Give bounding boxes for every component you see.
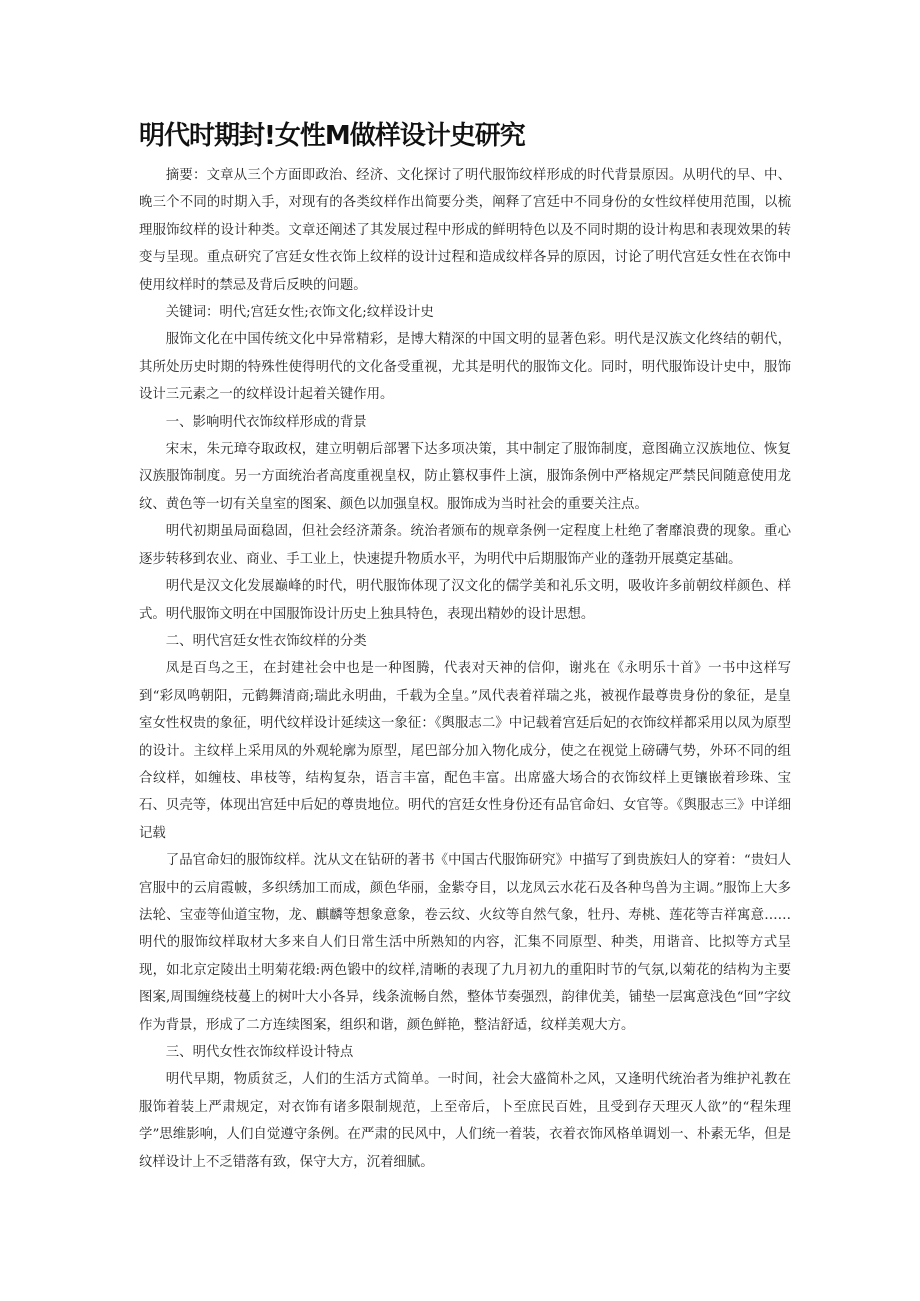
section-heading: 三、明代女性衣饰纹样设计特点 xyxy=(165,1045,354,1060)
abstract-paragraph: 摘要：文章从三个方面即政治、经济、文化探讨了明代服饰纹样形成的时代背景原因。从明代的早、中、晚三个不同的时期入手，对现有的各类纹样作出简要分类，阐释了宫廷中不同身份的女性纹样使用范围，以梳理服饰纹样的设计种类。文章还阐述了其发展过程中形成的鲜明特色以及不同时期的设计构思和表现效果的转变与呈现。重点研究了宫廷女性衣饰上纹样的设计过程和造成纹样各异的原因，讨论了明代宫廷女性在衣饰中使用纹样时的禁忌及背后反映的问题。 xyxy=(139,168,791,293)
article-body xyxy=(139,162,791,1176)
intro-paragraph: 服饰文化在中国传统文化中异常精彩，是博大精深的中国文明的显著色彩。明代是汉族文化终结的朝代，其所处历史时期的特殊性使得明代的文化备受重视，尤其是明代的服饰文化。同时，明代服饰设计史中，服饰设计三元素之一的纹样设计起着关键作用。 xyxy=(139,332,791,403)
section-heading: 二、明代宫廷女性衣饰纹样的分类 xyxy=(165,633,367,649)
body-paragraph: 了品官命妇的服饰纹样。沈从文在钻研的著书《中国古代服饰研究》中描写了到贵族妇人的穿着：“贵妇人宫服中的云肩霞帔，多织绣加工而成，颜色华丽，金紫夺目，以龙凤云水花石及各种鸟兽为主调。”服饰上大多法轮、宝壶等仙道宝物，龙、麒麟等想象意象，卷云纹、火纹等自然气象，牡丹、寿桃、莲花等吉祥寓意……明代的服饰纹样取材大多来自人们日常生活中所熟知的内容，汇集不同原型、种类，用谐音、比拟等方式呈现，如北京定陵出土明菊花缎:两色锻中的纹样,清晰的表现了九月初九的重阳时节的气氛,以菊花的结构为主要图案,周围缠绕枝蔓上的树叶大小各异，线条流畅自然，整体节奏强烈，韵律优美，铺垫一层寓意浅色“回”字纹作为背景，形成了二方连续图案，组织和谐，颜色鲜艳，整洁舒适，纹样美观大方。 xyxy=(139,853,791,1033)
section-heading: 一、影响明代衣饰纹样形成的背景 xyxy=(165,414,367,430)
body-paragraph: 明代早期，物质贫乏，人们的生活方式简单。一时间，社会大盛简朴之风，又逢明代统治者为维护礼教在服饰着装上严肃规定，对衣饰有诸多限制规范，上至帝后，卜至庶民百姓，且受到存天理灭人欲”的“程朱理学”思维影响，人们自觉遵守条例。在严肃的民风中，人们统一着装，衣着衣饰风格单调划一、朴素无华，但是纹样设计上不乏错落有致，保守大方，沉着细腻。 xyxy=(139,1072,791,1170)
body-paragraph: 宋末，朱元璋夺取政权，建立明朝后部署下达多项决策，其中制定了服饰制度，意图确立汉族地位、恢复汉族服饰制度。另一方面统治者高度重视皇权，防止篡权事件上演，服饰条例中严格规定严禁民间随意使用龙纹、黄色等一切有关皇室的图案、颜色以加强皇权。服饰成为当时社会的重要关注点。 xyxy=(139,442,791,512)
body-paragraph: 明代是汉文化发展巅峰的时代，明代服饰体现了汉文化的儒学美和礼乐文明，吸收许多前朝纹样颜色、样式。明代服饰文明在中国服饰设计历史上独具特色，表现出精妙的设计思想。 xyxy=(139,579,791,622)
body-paragraph: 明代初期虽局面稳固，但社会经济萧条。统治者颁布的规章条例一定程度上杜绝了奢靡浪费的现象。重心逐步转移到农业、商业、手工业上，快速提升物质水平，为明代中后期服饰产业的蓬勃开展奠定基础。 xyxy=(139,524,791,567)
keywords-line: 关键词：明代;宫廷女性;衣饰文化;纹样设计史 xyxy=(165,305,434,321)
page-title: 明代时期封!女性M做样设计史研究 xyxy=(139,121,525,151)
body-paragraph: 凤是百鸟之王，在封建社会中也是一种图腾，代表对天神的信仰，谢兆在《永明乐十首》一书中这样写到“彩凤鸣朝阳，元鹤舞清商;瑞此永明曲，千载为全皇。”凤代表着祥瑞之兆，被视作最尊贵身份的象征，是皇室女性权贵的象征，明代纹样设计延续这一象征：《舆服志二》中记载着宫廷后妃的衣饰纹样都采用以凤为原型的设计。主纹样上采用凤的外观轮廓为原型，尾巴部分加入物化成分，使之在视觉上磅礴气势，外环不同的组合纹样，如缠枝、串枝等，结构复杂，语言丰富，配色丰富。出席盛大场合的衣饰纹样上更镶嵌着珍珠、宝石、贝壳等，体现出宫廷中后妃的尊贵地位。明代的宫廷女性身份还有品官命妇、女官等。《舆服志三》中详细记载 xyxy=(139,661,791,841)
